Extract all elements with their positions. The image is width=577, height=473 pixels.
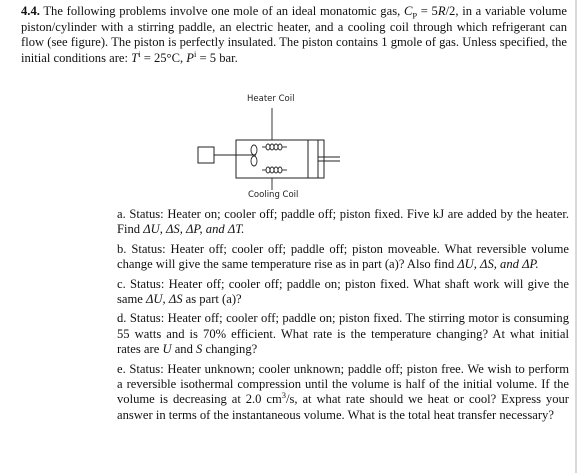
paddle-motor-box xyxy=(198,147,214,163)
p-symbol: P xyxy=(186,50,194,65)
piston-cylinder-figure xyxy=(190,94,340,202)
cp-value: = 5 xyxy=(417,4,438,18)
r-symbol: R xyxy=(437,4,446,18)
problem-parts xyxy=(117,207,569,423)
piston-diagram xyxy=(190,94,340,202)
piston-head xyxy=(308,140,318,178)
part-a: a. Status: Heater on; cooler off; paddle off; piston fixed. Five kJ are added by the heater. Find ΔU, ΔS, ΔP, and ΔT. xyxy=(117,207,569,237)
cooling-coil-label: Cooling Coil xyxy=(248,190,299,200)
cp-subscript: P xyxy=(412,10,418,21)
t-superscript: i xyxy=(138,48,141,59)
part-d: d. Status: Heater off; cooler off; paddle on; piston fixed. The stirring motor is consuming 55 watts and is 70% efficient. What rate is the temperature changing? At what initial rates are U and S changing? xyxy=(117,311,569,357)
heater-coil-label: Heater Coil xyxy=(247,94,295,104)
part-c: c. Status: Heater off; cooler off; paddle on; piston fixed. What shaft work will give the same ΔU, ΔS as part (a)? xyxy=(117,276,569,307)
t-value: = 25°C, xyxy=(140,50,187,65)
p-value: = 5 bar. xyxy=(196,50,238,65)
intro-continuation: /2, in a variable volume piston/cylinder with a stirring paddle, an electric heater, and a cooling coil through which refrigerant can flow (see figure). The piston is perfectly insulated. The piston contains 1 gmole of gas. Unless specified, the initial conditions are: xyxy=(21,4,567,65)
part-e: e. Status: Heater unknown; cooler unknown; paddle off; piston free. We wish to perform a reversible isothermal compression until the volume is half of the initial volume. If the volume is decreasing at 2.0 $cm^3/s$, at what rate should we heat or cool? Express your answer in terms of the instantaneous volume. What is the total heat transfer necessary? xyxy=(117,361,569,422)
p-superscript: i xyxy=(194,48,197,59)
cp-symbol: C xyxy=(403,4,413,18)
part-b: b. Status: Heater off; cooler off; paddle off; piston moveable. What reversible volume change will give the same temperature rise as in part (a)? Also find ΔU, ΔS, and ΔP. xyxy=(117,241,569,272)
problem-statement xyxy=(21,4,567,66)
t-symbol: T xyxy=(131,50,139,65)
intro-text: The following problems involve one mole of an ideal monatomic gas, xyxy=(39,4,404,18)
problem-number: 4.4. xyxy=(21,4,40,18)
